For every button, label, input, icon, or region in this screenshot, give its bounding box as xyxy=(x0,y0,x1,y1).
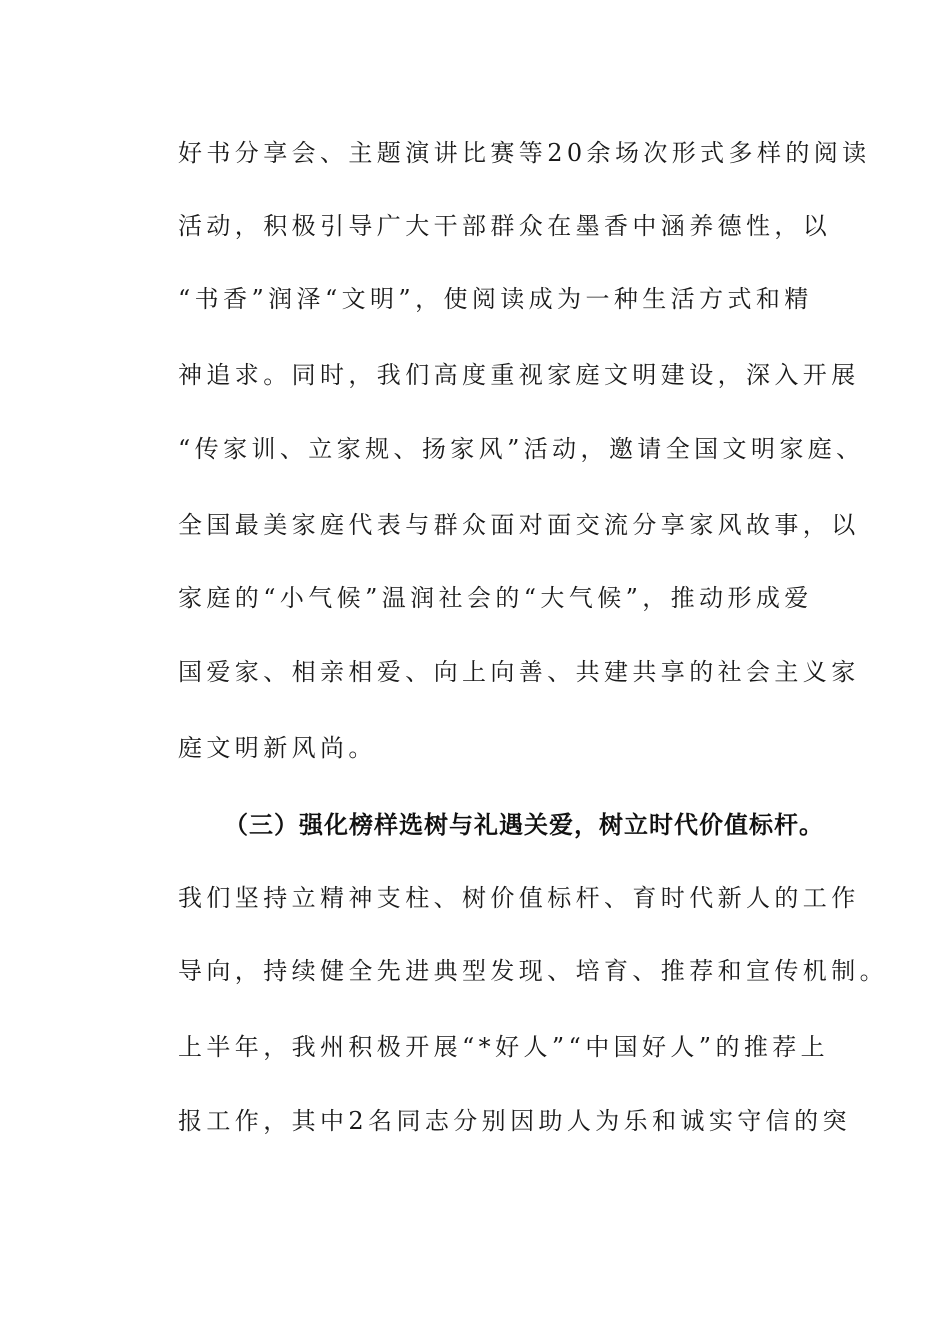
paragraph-1-line-7: 家庭的“小气候”温润社会的“大气候”，推动形成爱 xyxy=(178,584,813,612)
paragraph-1-line-5: “传家训、立家规、扬家风”活动，邀请全国文明家庭、 xyxy=(178,435,865,463)
paragraph-2-line-4: 报工作，其中2名同志分别因助人为乐和诚实守信的突 xyxy=(178,1107,851,1135)
paragraph-1-line-1: 好书分享会、主题演讲比赛等20余场次形式多样的阅读 xyxy=(178,139,871,167)
section-heading: （三）强化榜样选树与礼遇关爱，树立时代价值标杆。 xyxy=(224,811,824,839)
paragraph-1-line-2: 活动，积极引导广大干部群众在墨香中涵养德性，以 xyxy=(178,212,832,240)
paragraph-1-line-6: 全国最美家庭代表与群众面对面交流分享家风故事，以 xyxy=(178,511,860,539)
paragraph-2-line-3: 上半年，我州积极开展“*好人”“中国好人”的推荐上 xyxy=(178,1033,830,1061)
paragraph-1-line-4: 神追求。同时，我们高度重视家庭文明建设，深入开展 xyxy=(178,361,860,389)
paragraph-1-line-9: 庭文明新风尚。 xyxy=(178,734,377,762)
paragraph-2-line-2: 导向，持续健全先进典型发现、培育、推荐和宣传机制。 xyxy=(178,957,888,985)
paragraph-1-line-8: 国爱家、相亲相爱、向上向善、共建共享的社会主义家 xyxy=(178,658,860,686)
paragraph-1-line-3: “书香”润泽“文明”，使阅读成为一种生活方式和精 xyxy=(178,285,813,313)
paragraph-2-line-1: 我们坚持立精神支柱、树价值标杆、育时代新人的工作 xyxy=(178,884,860,912)
